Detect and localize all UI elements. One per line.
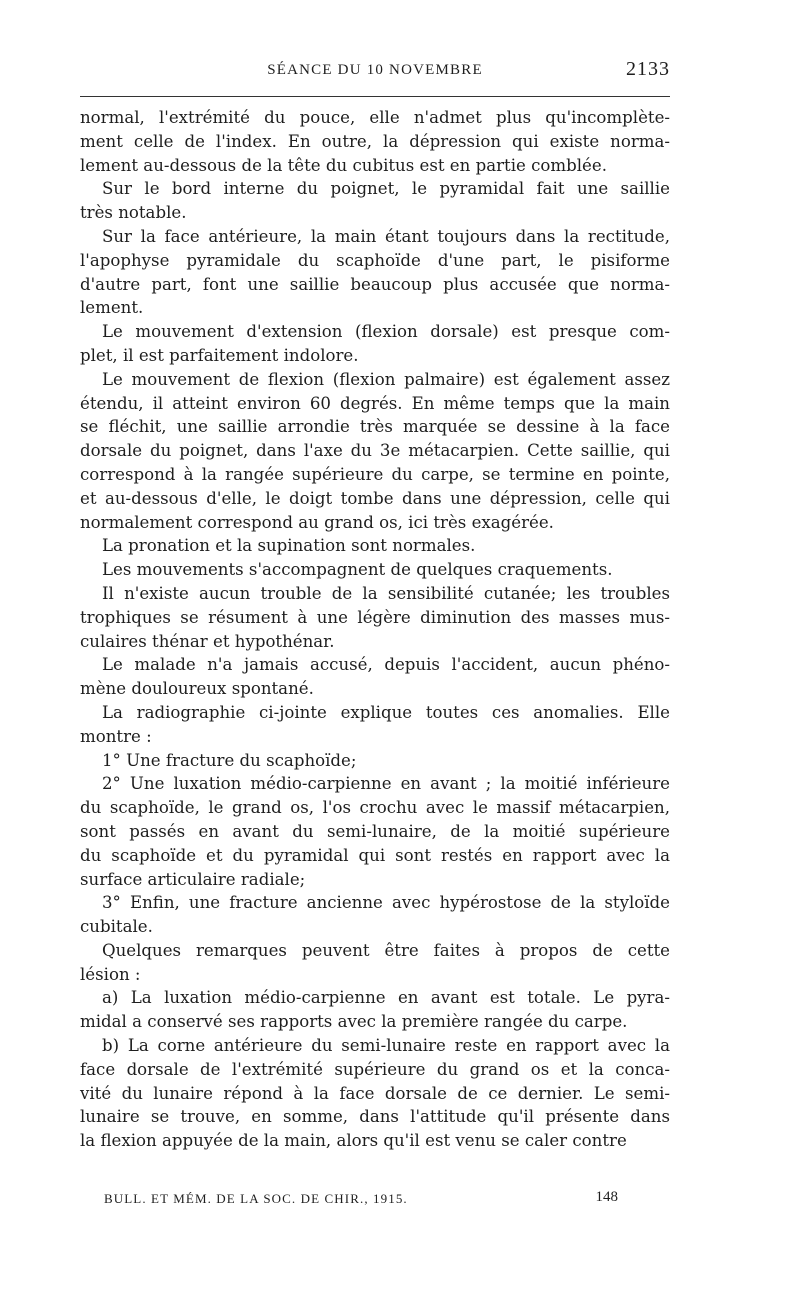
text-line: 2° Une luxation médio-carpienne en avant ; la moitié inférieure	[102, 774, 670, 794]
text-line: midal a conservé ses rapports avec la première rangée du carpe.	[80, 1012, 628, 1032]
text-line: la flexion appuyée de la main, alors qu'il est venu se caler contre	[80, 1131, 627, 1151]
running-title: SÉANCE DU 10 NOVEMBRE	[267, 62, 483, 78]
paragraph	[80, 701, 670, 749]
body-text	[80, 106, 670, 1153]
text-line: Le mouvement de flexion (flexion palmaire) est également assez	[102, 369, 670, 389]
paragraph	[80, 1034, 670, 1153]
text-line: b) La corne antérieure du semi-lunaire reste en rapport avec la	[102, 1036, 670, 1056]
journal-reference: BULL. ET MÉM. DE LA SOC. DE CHIR., 1915.	[104, 1191, 408, 1206]
text-line: culaires thénar et hypothénar.	[80, 631, 335, 651]
text-line: normalement correspond au grand os, ici très exagérée.	[80, 512, 554, 532]
paragraph	[80, 749, 670, 773]
paragraph	[80, 582, 670, 653]
paragraph	[80, 939, 670, 987]
text-line: très notable.	[80, 203, 187, 223]
text-line: 3° Enfin, une fracture ancienne avec hypérostose de la styloïde	[102, 893, 670, 913]
page-header	[80, 56, 670, 88]
text-line: La pronation et la supination sont normales.	[102, 536, 476, 556]
text-line: face dorsale de l'extrémité supérieure du grand os et la conca-	[80, 1059, 670, 1079]
text-line: plet, il est parfaitement indolore.	[80, 345, 359, 365]
text-line: cubitale.	[80, 917, 153, 937]
text-line: vité du lunaire répond à la face dorsale de ce dernier. Le semi-	[80, 1083, 670, 1103]
text-line: du scaphoïde, le grand os, l'os crochu avec le massif métacarpien,	[80, 798, 670, 818]
text-line: ment celle de l'index. En outre, la dépression qui existe norma-	[80, 131, 670, 151]
text-line: normal, l'extrémité du pouce, elle n'admet plus qu'incomplète-	[80, 108, 670, 127]
text-line: du scaphoïde et du pyramidal qui sont restés en rapport avec la	[80, 845, 670, 865]
text-line: sont passés en avant du semi-lunaire, de la moitié supérieure	[80, 821, 670, 841]
paragraph	[80, 177, 670, 225]
paragraph	[80, 106, 670, 177]
header-rule	[80, 96, 670, 97]
paragraph	[80, 891, 670, 939]
text-line: Sur la face antérieure, la main étant toujours dans la rectitude,	[102, 226, 670, 246]
paragraph	[80, 534, 670, 558]
paragraph	[80, 653, 670, 701]
text-line: lement.	[80, 298, 144, 318]
text-line: dorsale du poignet, dans l'axe du 3e métacarpien. Cette saillie, qui	[80, 441, 670, 461]
text-line: et au-dessous d'elle, le doigt tombe dans une dépression, celle qui	[80, 488, 670, 508]
paragraph	[80, 225, 670, 320]
signature-mark: 148	[595, 1189, 618, 1205]
text-line: Le mouvement d'extension (flexion dorsale) est presque com-	[102, 322, 670, 342]
text-line: a) La luxation médio-carpienne en avant est totale. Le pyra-	[102, 988, 670, 1008]
page-number: 2133	[626, 58, 670, 80]
text-line: Les mouvements s'accompagnent de quelques craquements.	[102, 560, 613, 580]
text-line: Il n'existe aucun trouble de la sensibilité cutanée; les troubles	[102, 583, 670, 603]
text-line: étendu, il atteint environ 60 degrés. En même temps que la main	[80, 393, 670, 413]
text-line: 1° Une fracture du scaphoïde;	[102, 750, 357, 770]
text-line: se fléchit, une saillie arrondie très marquée se dessine à la face	[80, 417, 670, 437]
text-line: lement au-dessous de la tête du cubitus est en partie comblée.	[80, 155, 607, 175]
page-footer	[104, 1189, 618, 1213]
paragraph	[80, 772, 670, 891]
text-line: Sur le bord interne du poignet, le pyramidal fait une saillie	[102, 179, 670, 199]
text-line: surface articulaire radiale;	[80, 869, 306, 889]
text-line: d'autre part, font une saillie beaucoup plus accusée que norma-	[80, 274, 670, 294]
paragraph	[80, 368, 670, 535]
text-line: montre :	[80, 726, 152, 746]
text-line: La radiographie ci-jointe explique toutes ces anomalies. Elle	[102, 702, 670, 722]
text-line: lésion :	[80, 964, 141, 984]
text-line: l'apophyse pyramidale du scaphoïde d'une part, le pisiforme	[80, 250, 670, 270]
paragraph	[80, 320, 670, 368]
text-line: trophiques se résument à une légère diminution des masses mus-	[80, 607, 670, 627]
text-line: Quelques remarques peuvent être faites à propos de cette	[102, 940, 670, 960]
text-line: mène douloureux spontané.	[80, 679, 314, 699]
text-line: correspond à la rangée supérieure du carpe, se termine en pointe,	[80, 464, 670, 484]
text-line: Le malade n'a jamais accusé, depuis l'accident, aucun phéno-	[102, 655, 670, 675]
paragraph	[80, 558, 670, 582]
paragraph	[80, 986, 670, 1034]
text-line: lunaire se trouve, en somme, dans l'attitude qu'il présente dans	[80, 1107, 670, 1127]
